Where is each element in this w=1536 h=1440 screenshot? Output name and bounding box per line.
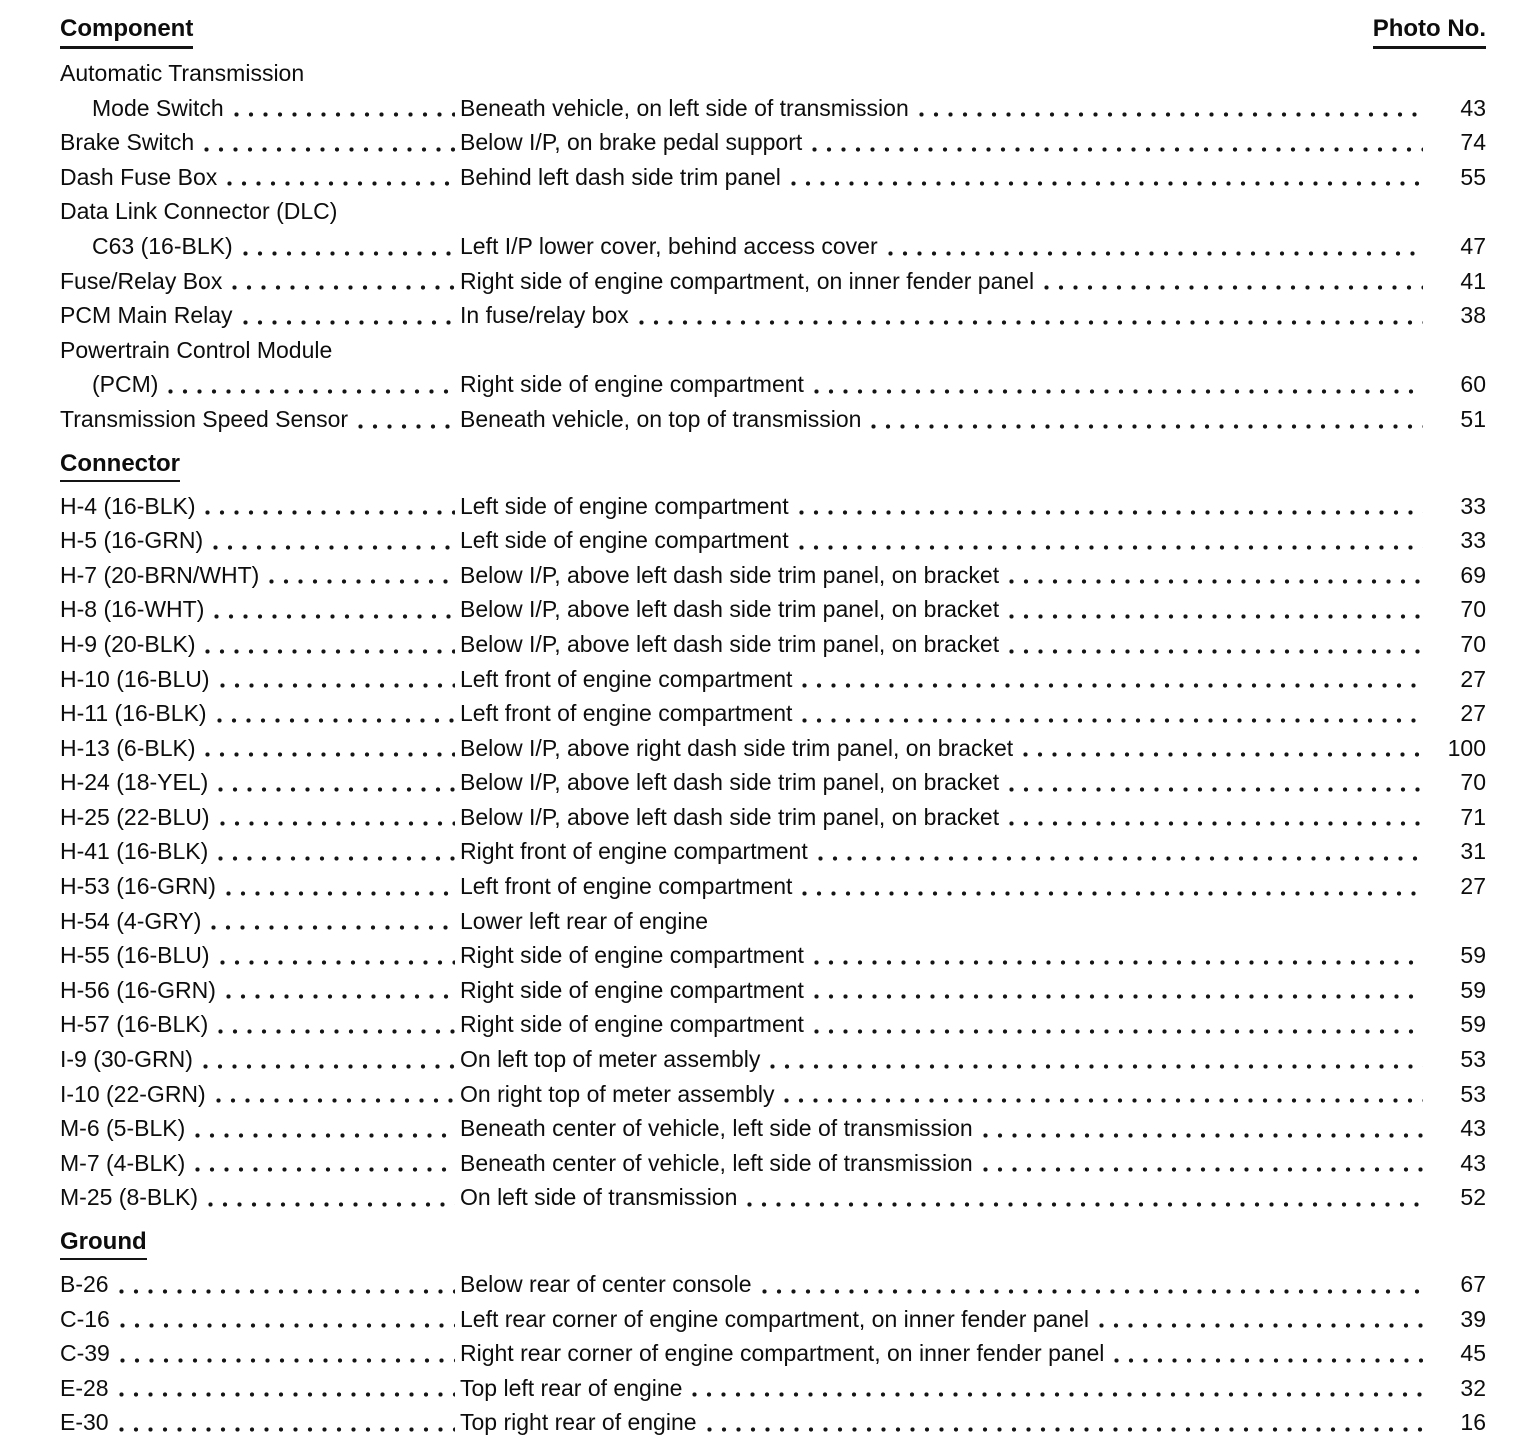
section-title: Ground <box>60 1226 147 1260</box>
location-cell <box>460 264 1428 299</box>
table-row <box>60 973 1486 1008</box>
component-name-cell <box>60 765 460 800</box>
component-name-cell <box>60 592 460 627</box>
component-name-cell <box>60 1146 460 1181</box>
leader-dots <box>195 627 460 662</box>
table-row <box>60 869 1486 904</box>
leader-dots <box>222 264 460 299</box>
component-name-cell <box>60 904 460 939</box>
component-name: C-39 <box>60 1340 110 1367</box>
component-name: M-25 (8-BLK) <box>60 1184 199 1211</box>
location-cell <box>460 592 1428 627</box>
component-name: H-5 (16-GRN) <box>60 527 204 554</box>
location-text: Right front of engine compartment <box>460 838 808 865</box>
component-name-line1: Automatic Transmission <box>60 60 305 86</box>
index-table <box>60 56 1486 1440</box>
table-row <box>60 1077 1486 1112</box>
leader-dots <box>194 125 460 160</box>
photo-number: 59 <box>1460 976 1486 1003</box>
component-name-cell <box>60 869 460 904</box>
component-name-cell <box>60 160 460 195</box>
location-cell <box>460 800 1428 835</box>
photo-number: 100 <box>1447 734 1486 761</box>
location-text: Below I/P, above left dash side trim panel, on bracket <box>460 630 1000 657</box>
table-row <box>60 834 1486 869</box>
component-name-cell <box>60 1111 460 1146</box>
component-name-cell <box>60 800 460 835</box>
component-name: Transmission Speed Sensor <box>60 405 349 432</box>
location-text: Below rear of center console <box>460 1271 752 1297</box>
photo-number: 53 <box>1460 1080 1486 1107</box>
component-name: I-9 (30-GRN) <box>60 1046 193 1073</box>
component-name: H-25 (22-BLU) <box>60 803 210 830</box>
component-name: M-6 (5-BLK) <box>60 1115 186 1142</box>
leader-dots <box>208 765 460 800</box>
component-name: E-30 <box>60 1409 109 1436</box>
component-name: C-16 <box>60 1305 110 1332</box>
leader-dots <box>216 869 460 904</box>
leader-dots <box>792 662 1428 697</box>
leader-dots <box>217 160 460 195</box>
location-cell <box>460 523 1428 558</box>
table-row <box>60 402 1486 437</box>
table-row <box>60 91 1486 126</box>
leader-dots <box>999 800 1428 835</box>
location-cell <box>460 298 1428 333</box>
table-row <box>60 662 1486 697</box>
table-row <box>60 592 1486 627</box>
component-name-cell <box>60 402 460 437</box>
location-text: Left side of engine compartment <box>460 492 789 519</box>
component-name: PCM Main Relay <box>60 302 233 329</box>
component-name-cell <box>60 627 460 662</box>
leader-dots <box>195 489 460 524</box>
location-text: Lower left rear of engine <box>460 907 709 934</box>
leader-dots <box>259 558 460 593</box>
component-name-cell <box>60 1180 460 1215</box>
leader-dots <box>789 489 1428 524</box>
leader-dots <box>203 523 460 558</box>
component-name-cell <box>60 731 460 766</box>
photo-number: 38 <box>1460 302 1486 329</box>
location-text: Top right rear of engine <box>460 1409 697 1436</box>
location-cell <box>460 696 1428 731</box>
photo-number: 74 <box>1460 129 1486 156</box>
table-row <box>60 558 1486 593</box>
component-name: Fuse/Relay Box <box>60 267 223 294</box>
leader-dots <box>804 1007 1428 1042</box>
table-row <box>60 627 1486 662</box>
leader-dots <box>210 938 460 973</box>
photo-number: 43 <box>1460 1115 1486 1142</box>
component-name-line1: Data Link Connector (DLC) <box>60 198 338 225</box>
leader-dots <box>193 1042 460 1077</box>
location-cell <box>460 1336 1428 1371</box>
component-name-cell <box>60 489 460 524</box>
component-name-cell <box>60 558 460 593</box>
table-row <box>60 904 1486 939</box>
leader-dots <box>682 1371 1428 1406</box>
location-text: Beneath vehicle, on left side of transmission <box>460 94 909 121</box>
component-name: H-8 (16-WHT) <box>60 596 205 623</box>
table-row <box>60 229 1486 264</box>
table-row <box>60 1267 1486 1302</box>
component-name: M-7 (4-BLK) <box>60 1149 186 1176</box>
leader-dots <box>999 627 1428 662</box>
table-row <box>60 264 1486 299</box>
component-name: B-26 <box>60 1271 109 1297</box>
photo-number: 27 <box>1460 873 1486 900</box>
location-cell <box>460 125 1428 160</box>
leader-dots <box>760 1042 1428 1077</box>
component-name-cell <box>60 264 460 299</box>
location-text: Behind left dash side trim panel <box>460 163 781 190</box>
leader-dots <box>206 1077 460 1112</box>
component-name-line1: Powertrain Control Module <box>60 336 333 363</box>
location-text: Left front of engine compartment <box>460 665 793 692</box>
location-cell <box>460 938 1428 973</box>
location-text: Below I/P, above left dash side trim panel, on bracket <box>460 769 1000 796</box>
location-cell <box>460 1146 1428 1181</box>
location-text: Below I/P, above right dash side trim panel, on bracket <box>460 734 1014 761</box>
location-text: Beneath center of vehicle, left side of transmission <box>460 1149 973 1176</box>
table-row <box>60 731 1486 766</box>
photo-number: 41 <box>1460 267 1486 294</box>
location-text: Left front of engine compartment <box>460 873 793 900</box>
table-row <box>60 800 1486 835</box>
location-cell <box>460 1007 1428 1042</box>
location-text: Right side of engine compartment <box>460 976 804 1003</box>
component-name: H-54 (4-GRY) <box>60 907 202 934</box>
location-cell <box>460 834 1428 869</box>
location-cell <box>460 558 1428 593</box>
component-name-cell <box>60 523 460 558</box>
component-name: Brake Switch <box>60 129 195 156</box>
component-name-cell <box>60 973 460 1008</box>
photo-number: 52 <box>1460 1184 1486 1211</box>
leader-dots <box>233 229 460 264</box>
leader-dots <box>195 731 460 766</box>
component-name: C63 (16-BLK) <box>92 232 233 259</box>
table-row <box>60 1405 1486 1440</box>
location-text: On right top of meter assembly <box>460 1080 775 1107</box>
leader-dots <box>109 1267 460 1302</box>
location-text: Beneath vehicle, on top of transmission <box>460 405 862 432</box>
photo-number: 45 <box>1460 1340 1486 1367</box>
location-cell <box>460 1180 1428 1215</box>
leader-dots <box>808 834 1428 869</box>
leader-dots <box>804 973 1428 1008</box>
location-text: Below I/P, above left dash side trim panel, on bracket <box>460 803 1000 830</box>
photo-no-column-header: Photo No. <box>1373 14 1486 49</box>
component-name-cell <box>60 91 460 126</box>
leader-dots <box>708 904 1428 939</box>
table-row <box>60 1042 1486 1077</box>
leader-dots <box>973 1111 1428 1146</box>
component-name-cell <box>60 696 460 731</box>
table-row <box>60 298 1486 333</box>
location-text: Right rear corner of engine compartment, on inner fender panel <box>460 1340 1105 1367</box>
photo-number <box>1428 904 1486 939</box>
leader-dots <box>109 1405 460 1440</box>
photo-number: 55 <box>1460 163 1486 190</box>
leader-dots <box>185 1111 460 1146</box>
component-name: (PCM) <box>92 371 159 398</box>
table-row <box>60 765 1486 800</box>
component-name: H-9 (20-BLK) <box>60 630 196 657</box>
leader-dots <box>216 973 460 1008</box>
component-name: H-11 (16-BLK) <box>60 700 207 727</box>
component-name-cell <box>60 298 460 333</box>
photo-number: 60 <box>1460 371 1486 398</box>
leader-dots <box>208 834 460 869</box>
location-cell <box>460 160 1428 195</box>
leader-dots <box>185 1146 460 1181</box>
location-cell <box>460 627 1428 662</box>
component-name: H-10 (16-BLU) <box>60 665 210 692</box>
section-title: Connector <box>60 448 180 482</box>
location-text: Right side of engine compartment, on inner fender panel <box>460 267 1035 294</box>
location-cell <box>460 1267 1428 1302</box>
photo-number: 27 <box>1460 665 1486 692</box>
leader-dots <box>348 402 460 437</box>
leader-dots <box>774 1077 1428 1112</box>
leader-dots <box>792 869 1428 904</box>
photo-number: 70 <box>1460 596 1486 623</box>
component-name: H-13 (6-BLK) <box>60 734 196 761</box>
table-row <box>60 1336 1486 1371</box>
leader-dots <box>909 91 1428 126</box>
location-cell <box>460 1302 1428 1337</box>
location-cell <box>460 1042 1428 1077</box>
location-text: Beneath center of vehicle, left side of transmission <box>460 1115 973 1142</box>
leader-dots <box>201 904 460 939</box>
location-cell <box>460 869 1428 904</box>
leader-dots <box>207 696 460 731</box>
section-head <box>60 1226 1486 1267</box>
table-row <box>60 1371 1486 1406</box>
leader-dots <box>208 1007 460 1042</box>
leader-dots <box>804 367 1428 402</box>
location-text: Right side of engine compartment <box>460 942 804 969</box>
component-name: H-55 (16-BLU) <box>60 942 210 969</box>
leader-dots <box>973 1146 1428 1181</box>
leader-dots <box>1089 1302 1428 1337</box>
photo-number: 59 <box>1460 1011 1486 1038</box>
leader-dots <box>210 662 460 697</box>
photo-number: 70 <box>1460 769 1486 796</box>
leader-dots <box>1104 1336 1428 1371</box>
location-cell <box>460 1405 1428 1440</box>
photo-number: 70 <box>1460 630 1486 657</box>
photo-number: 33 <box>1460 492 1486 519</box>
leader-dots <box>1013 731 1428 766</box>
table-row <box>60 938 1486 973</box>
location-cell <box>460 662 1428 697</box>
table-row <box>60 523 1486 558</box>
leader-dots <box>878 229 1428 264</box>
location-text: Right side of engine compartment <box>460 371 804 398</box>
location-text: Left side of engine compartment <box>460 527 789 554</box>
component-name-cell <box>60 1302 460 1337</box>
table-row <box>60 1007 1486 1042</box>
location-text: Left I/P lower cover, behind access cover <box>460 232 878 259</box>
location-cell <box>460 904 1428 939</box>
photo-number: 67 <box>1460 1271 1486 1297</box>
leader-dots <box>802 125 1428 160</box>
component-name: H-41 (16-BLK) <box>60 838 209 865</box>
leader-dots <box>233 298 460 333</box>
component-name-cell <box>60 367 460 402</box>
location-text: Right side of engine compartment <box>460 1011 804 1038</box>
table-row <box>60 1302 1486 1337</box>
leader-dots <box>861 402 1428 437</box>
leader-dots <box>224 91 460 126</box>
location-text: Below I/P, on brake pedal support <box>460 129 803 156</box>
location-text: On left top of meter assembly <box>460 1046 761 1073</box>
photo-number: 39 <box>1460 1305 1486 1332</box>
photo-number: 33 <box>1460 527 1486 554</box>
component-name-cell <box>60 1077 460 1112</box>
component-name: H-7 (20-BRN/WHT) <box>60 561 260 588</box>
photo-number: 47 <box>1460 232 1486 259</box>
photo-number: 27 <box>1460 700 1486 727</box>
photo-number: 71 <box>1460 803 1486 830</box>
location-cell <box>460 402 1428 437</box>
table-row <box>60 1146 1486 1181</box>
leader-dots <box>210 800 460 835</box>
component-name: H-24 (18-YEL) <box>60 769 209 796</box>
location-cell <box>460 489 1428 524</box>
photo-number: 16 <box>1460 1409 1486 1436</box>
photo-number: 32 <box>1460 1374 1486 1401</box>
location-cell <box>460 1111 1428 1146</box>
component-name: H-57 (16-BLK) <box>60 1011 209 1038</box>
leader-dots <box>697 1405 1428 1440</box>
leader-dots <box>1034 264 1428 299</box>
photo-number: 43 <box>1460 1149 1486 1176</box>
component-name: E-28 <box>60 1374 109 1401</box>
component-name: H-4 (16-BLK) <box>60 492 196 519</box>
leader-dots <box>629 298 1428 333</box>
table-row <box>60 125 1486 160</box>
location-text: Left front of engine compartment <box>460 700 793 727</box>
component-name-cell <box>60 1405 460 1440</box>
component-name: H-53 (16-GRN) <box>60 873 216 900</box>
photo-number: 31 <box>1460 838 1486 865</box>
location-text: Below I/P, above left dash side trim panel, on bracket <box>460 596 1000 623</box>
leader-dots <box>110 1302 460 1337</box>
component-name-cell <box>60 1007 460 1042</box>
leader-dots <box>204 592 460 627</box>
photo-number: 51 <box>1460 405 1486 432</box>
component-name-cell <box>60 1336 460 1371</box>
component-name-cell <box>60 1042 460 1077</box>
leader-dots <box>781 160 1428 195</box>
component-name: I-10 (22-GRN) <box>60 1080 206 1107</box>
leader-dots <box>999 765 1428 800</box>
location-text: Below I/P, above left dash side trim panel, on bracket <box>460 561 1000 588</box>
leader-dots <box>789 523 1428 558</box>
component-name: Mode Switch <box>92 94 224 121</box>
leader-dots <box>158 367 460 402</box>
table-row <box>60 696 1486 731</box>
location-cell <box>460 1371 1428 1406</box>
component-column-header: Component <box>60 14 193 49</box>
location-text: On left side of transmission <box>460 1184 738 1211</box>
leader-dots <box>752 1267 1429 1302</box>
location-cell <box>460 731 1428 766</box>
component-name-cell <box>60 1371 460 1406</box>
leader-dots <box>804 938 1428 973</box>
location-text: In fuse/relay box <box>460 302 629 329</box>
section-head <box>60 448 1486 489</box>
table-row <box>60 1111 1486 1146</box>
table-row <box>60 489 1486 524</box>
table-header-row <box>60 14 1486 49</box>
table-row <box>60 160 1486 195</box>
component-name: Dash Fuse Box <box>60 163 218 190</box>
component-name-cell <box>60 1267 460 1302</box>
component-name-cell <box>60 125 460 160</box>
leader-dots <box>737 1180 1428 1215</box>
component-name-cell <box>60 229 460 264</box>
location-cell <box>460 229 1428 264</box>
leader-dots <box>999 558 1428 593</box>
component-name: H-56 (16-GRN) <box>60 976 216 1003</box>
location-cell <box>460 367 1428 402</box>
leader-dots <box>198 1180 460 1215</box>
leader-dots <box>109 1371 460 1406</box>
location-cell <box>460 1077 1428 1112</box>
photo-number: 59 <box>1460 942 1486 969</box>
location-cell <box>460 765 1428 800</box>
component-name-cell <box>60 662 460 697</box>
component-name-cell <box>60 834 460 869</box>
leader-dots <box>999 592 1428 627</box>
leader-dots <box>110 1336 460 1371</box>
location-text: Left rear corner of engine compartment, on inner fender panel <box>460 1305 1090 1332</box>
photo-number: 69 <box>1460 561 1486 588</box>
photo-number: 53 <box>1460 1046 1486 1073</box>
location-text: Top left rear of engine <box>460 1374 683 1401</box>
location-cell <box>460 973 1428 1008</box>
component-name-cell <box>60 938 460 973</box>
table-row <box>60 1180 1486 1215</box>
location-cell <box>460 91 1428 126</box>
leader-dots <box>792 696 1428 731</box>
table-row <box>60 367 1486 402</box>
photo-number: 43 <box>1460 94 1486 121</box>
